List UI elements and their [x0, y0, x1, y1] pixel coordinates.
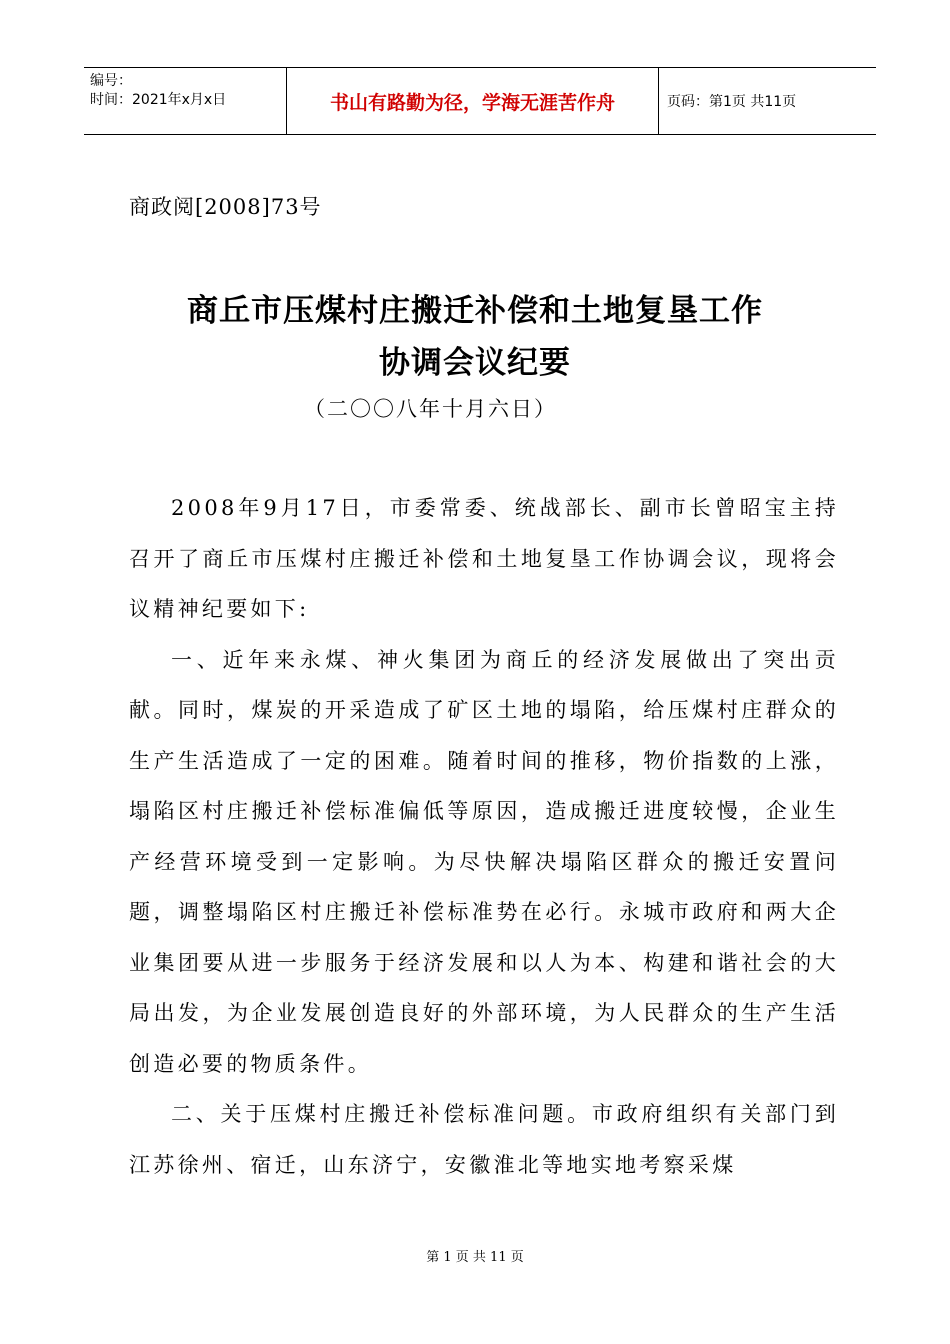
- document-date: （二〇〇八年十月六日）: [304, 397, 557, 421]
- motto-cell: [287, 68, 659, 134]
- page-info-text: 页码：第1页 共11页: [667, 94, 797, 110]
- document-title-line1: 商丘市压煤村庄搬迁补偿和土地复垦工作: [187, 293, 763, 329]
- document-title-line2: 协调会议纪要: [379, 345, 571, 381]
- paragraph-section-1: 一、近年来永煤、神火集团为商丘的经济发展做出了突出贡献。同时，煤炭的开采造成了矿区土地的塌陷，给压煤村庄群众的生产生活造成了一定的困难。随着时间的推移，物价指数的上涨，塌陷区村庄搬迁补偿标准偏低等原因，造成搬迁进度较慢，企业生产经营环境受到一定影响。为尽快解决塌陷区群众的搬迁安置问题，调整塌陷区村庄搬迁补偿标准势在必行。永城市政府和两大企业集团要从进一步服务于经济发展和以人为本、构建和谐社会的大局出发，为企业发展创造良好的外部环境，为人民群众的生产生活创造必要的物质条件。: [129, 647, 839, 1076]
- header-meta-cell: [84, 68, 287, 134]
- paragraph-intro: 2008年9月17日，市委常委、统战部长、副市长曾昭宝主持召开了商丘市压煤村庄搬迁补偿和土地复垦工作协调会议，现将会议精神纪要如下:: [129, 496, 839, 621]
- motto-text: 书山有路勤为径，学海无涯苦作舟: [329, 91, 615, 114]
- time-label: 时间：2021年x月x日: [90, 92, 227, 108]
- document-number: 商政阅[2008]73号: [129, 195, 322, 219]
- page-info-cell: [659, 68, 876, 134]
- page-footer: 第 1 页 共 11 页: [426, 1250, 524, 1265]
- document-body: [129, 483, 839, 1190]
- number-label: 编号：: [90, 73, 132, 89]
- paragraph-section-2: 二、关于压煤村庄搬迁补偿标准问题。市政府组织有关部门到江苏徐州、宿迁，山东济宁，安徽淮北等地实地考察采煤: [129, 1102, 839, 1177]
- header-table: [84, 67, 876, 135]
